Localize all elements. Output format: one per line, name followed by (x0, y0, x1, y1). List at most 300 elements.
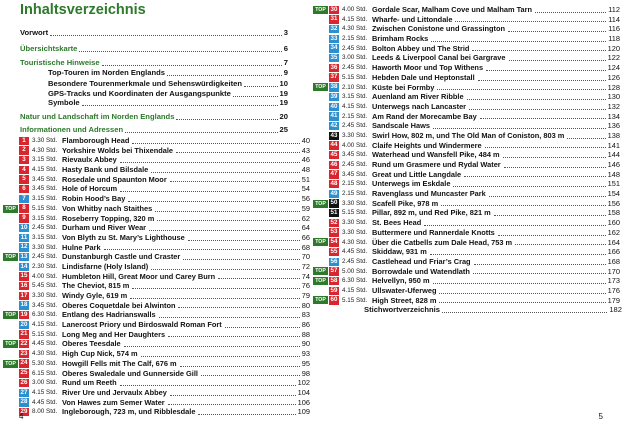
route-duration: 2.10 Std. (342, 83, 368, 91)
route-number-badge: 22 (20, 340, 28, 348)
route-page: 158 (607, 208, 620, 218)
toc-entry[interactable] (20, 111, 288, 122)
dot-leader (157, 219, 299, 221)
route-row[interactable] (310, 238, 620, 248)
route-number-badge: 2 (19, 146, 29, 154)
route-name: The Cheviot, 815 m (62, 281, 130, 291)
dot-leader (168, 403, 296, 405)
route-duration: 4.30 Std. (32, 146, 58, 154)
route-row[interactable] (0, 291, 310, 301)
dot-leader (149, 229, 300, 231)
route-page: 56 (301, 194, 310, 204)
route-row[interactable] (0, 388, 310, 398)
route-number-badge: 51 (330, 209, 338, 217)
route-number-badge: 38 (330, 83, 338, 91)
route-row[interactable] (0, 407, 310, 417)
dot-leader (469, 108, 606, 110)
route-duration: 2.15 Std. (342, 180, 368, 188)
route-name: Swirl How, 802 m, und The Old Man of Coniston, 803 m (372, 130, 565, 140)
route-duration: 2.45 Std. (342, 122, 368, 130)
route-page: 51 (301, 174, 310, 184)
route-name: Auenland am River Ribble (372, 92, 464, 102)
route-number-badge: 49 (330, 189, 338, 197)
route-number-badge: 30 (330, 5, 338, 13)
route-page: 173 (607, 276, 620, 286)
toc-entry-label: Symbole (48, 98, 80, 107)
route-duration: 3.45 Std. (32, 301, 58, 309)
route-row[interactable] (310, 53, 620, 63)
route-duration: 3.15 Std. (32, 214, 58, 222)
dot-leader (504, 166, 606, 168)
route-number-badge: 60 (330, 296, 338, 304)
route-row[interactable] (0, 194, 310, 204)
route-row[interactable] (0, 349, 310, 359)
route-number-badge: 59 (330, 286, 338, 294)
route-name: Rund um Grasmere und Rydal Water (372, 160, 501, 169)
toc-entry[interactable] (20, 43, 288, 54)
top-badge: TOP (3, 253, 18, 261)
top-badge: TOP (3, 311, 18, 319)
route-page: 141 (607, 140, 620, 150)
route-page: 95 (301, 358, 310, 368)
route-name: Ingleborough, 723 m, und Ribblesdale (62, 407, 196, 417)
route-row[interactable] (310, 83, 620, 93)
page-title: Inhaltsverzeichnis (20, 2, 146, 18)
route-number-badge: 34 (330, 44, 338, 52)
route-duration: 4.00 Std. (342, 6, 368, 13)
route-name: Zwischen Conistone und Grassington (372, 24, 506, 34)
dot-leader (480, 117, 606, 119)
dot-leader (437, 88, 605, 90)
top-badge: TOP (313, 296, 328, 304)
toc-entry-label: GPS-Tracks und Koordinaten der Ausgangspunkte (48, 89, 231, 98)
route-number-badge: 26 (20, 378, 28, 386)
route-row[interactable] (0, 369, 310, 379)
route-page: 102 (297, 378, 310, 388)
route-number-badge: 13 (20, 252, 28, 260)
route-duration: 3.45 Std. (342, 151, 368, 159)
dot-leader (218, 277, 300, 279)
dot-leader (433, 127, 606, 129)
route-row[interactable] (0, 136, 310, 146)
dot-leader (567, 137, 605, 139)
dot-leader (478, 79, 606, 81)
route-row[interactable] (310, 247, 620, 257)
dot-leader (503, 156, 606, 158)
route-row[interactable] (310, 63, 620, 73)
dot-leader (183, 258, 300, 260)
dot-leader (125, 132, 277, 133)
dot-leader (120, 384, 296, 386)
route-name: Humbleton Hill, Great Moor und Carey Burn (62, 271, 216, 281)
dot-leader (433, 282, 606, 284)
route-row[interactable] (0, 214, 310, 224)
route-row[interactable] (0, 165, 310, 175)
dot-leader (225, 326, 300, 328)
route-name: Scafell Pike, 978 m (372, 198, 439, 208)
stichwort-entry[interactable] (364, 304, 622, 315)
toc-entry-label: Touristische Hinweise (20, 58, 100, 67)
route-row[interactable] (310, 24, 620, 34)
dot-leader (178, 306, 299, 308)
route-row[interactable] (310, 179, 620, 189)
dot-leader (442, 312, 607, 313)
dot-leader (430, 253, 606, 255)
dot-leader (439, 301, 605, 303)
route-duration: 4.00 Std. (342, 141, 368, 149)
dot-leader (201, 374, 300, 376)
route-list-left (0, 136, 310, 417)
route-name: Roseberry Topping, 320 m (62, 213, 155, 223)
route-row[interactable] (0, 310, 310, 320)
route-duration: 2.45 Std. (342, 161, 368, 168)
route-page: 62 (301, 213, 310, 223)
route-name: Ullswater-Uferweg (372, 285, 437, 295)
route-row[interactable] (310, 276, 620, 286)
route-page: 170 (607, 266, 620, 276)
route-duration: 4.45 Std. (342, 248, 368, 256)
route-name: Rosedale und Spaunton Moor (62, 174, 167, 184)
route-page: 88 (301, 329, 310, 339)
route-duration: 3.15 Std. (32, 233, 58, 241)
dot-leader (424, 224, 605, 226)
dot-leader (155, 210, 300, 212)
route-duration: 4.30 Std. (342, 25, 368, 33)
dot-leader (79, 51, 281, 52)
toc-entry-page: 19 (279, 89, 288, 98)
dot-leader (124, 345, 300, 347)
dot-leader (464, 175, 606, 177)
toc-entry-label: Informationen und Adressen (20, 125, 124, 134)
route-page: 154 (607, 189, 620, 199)
dot-leader (151, 171, 300, 173)
route-number-badge: 29 (20, 407, 28, 415)
route-duration: 3.15 Std. (32, 195, 58, 203)
route-page: 151 (607, 179, 620, 189)
route-duration: 2.45 Std. (342, 257, 368, 265)
route-row[interactable] (310, 121, 620, 131)
toc-entry-label: Natur und Landschaft im Norden Englands (20, 112, 175, 121)
route-number-badge: 14 (20, 262, 28, 270)
route-number-badge: 42 (330, 121, 338, 129)
route-duration: 8.00 Std. (32, 408, 58, 416)
route-number-badge: 45 (330, 150, 338, 158)
route-page: 72 (301, 261, 310, 271)
route-number-badge: 3 (19, 156, 29, 164)
route-row[interactable] (310, 160, 620, 170)
route-row[interactable] (310, 257, 620, 267)
route-row[interactable] (0, 146, 310, 156)
route-row[interactable] (0, 223, 310, 233)
route-duration: 2.45 Std. (342, 64, 368, 72)
route-row[interactable] (310, 218, 620, 228)
dot-leader (244, 86, 278, 87)
route-number-badge: 20 (20, 320, 28, 328)
route-number-badge: 18 (20, 301, 28, 309)
route-row[interactable] (0, 359, 310, 369)
route-number-badge: 36 (330, 63, 338, 71)
toc-entry[interactable] (20, 27, 288, 38)
dot-leader (132, 142, 299, 144)
route-row[interactable] (310, 228, 620, 238)
route-duration: 5.45 Std. (32, 282, 58, 290)
route-duration: 3.45 Std. (342, 170, 368, 178)
route-row[interactable] (0, 175, 310, 185)
route-name: Long Meg and Her Daughters (62, 329, 166, 339)
route-page: 148 (607, 169, 620, 179)
route-number-badge: 28 (20, 398, 28, 406)
route-row[interactable] (0, 252, 310, 262)
route-row[interactable] (310, 208, 620, 218)
page-number-left: 4 (19, 412, 24, 421)
route-duration: 3.15 Std. (342, 93, 368, 101)
route-page: 98 (301, 368, 310, 378)
route-number-badge: 11 (20, 233, 28, 241)
dot-leader (467, 98, 606, 100)
dot-leader (130, 297, 300, 299)
dot-leader (494, 214, 606, 216)
dot-leader (486, 69, 606, 71)
route-page: 166 (607, 247, 620, 257)
route-number-badge: 39 (330, 92, 338, 100)
route-page: 156 (607, 198, 620, 208)
dot-leader (170, 180, 300, 182)
route-page: 109 (297, 407, 310, 417)
dot-leader (535, 11, 606, 13)
toc-entry-page: 25 (279, 125, 288, 134)
top-badge: TOP (313, 277, 328, 285)
route-duration: 3.00 Std. (342, 54, 368, 62)
route-row[interactable] (310, 267, 620, 277)
route-page: 40 (301, 136, 310, 145)
route-page: 104 (297, 387, 310, 397)
route-row[interactable] (0, 155, 310, 165)
route-row[interactable] (310, 170, 620, 180)
route-duration: 6.15 Std. (32, 369, 58, 377)
top-badge: TOP (313, 83, 328, 91)
route-name: Borrowdale und Watendlath (372, 266, 470, 276)
route-row[interactable] (310, 92, 620, 102)
route-name: Brimham Rocks (372, 34, 429, 44)
route-page: 162 (607, 227, 620, 237)
dot-leader (508, 30, 606, 32)
route-name: Yorkshire Wolds bei Thixendale (62, 145, 174, 155)
route-page: 126 (607, 72, 620, 82)
route-name: Von Whitby nach Staithes (62, 203, 153, 213)
route-page: 176 (607, 285, 620, 295)
route-name: Hebden Dale und Heptonstall (372, 72, 475, 82)
route-row[interactable] (0, 184, 310, 194)
dot-leader (102, 65, 282, 66)
dot-leader (485, 146, 606, 148)
route-number-badge: 48 (330, 180, 338, 188)
route-duration: 4.15 Std. (342, 102, 368, 110)
route-number-badge: 19 (20, 311, 28, 319)
route-number-badge: 10 (20, 223, 28, 231)
toc-entry[interactable] (20, 67, 288, 78)
route-duration: 2.15 Std. (342, 112, 368, 120)
toc-entry-label: Top-Touren im Norden Englands (48, 68, 165, 77)
toc-entry-label: Besondere Tourenmerkmale und Sehenswürdigkeiten (48, 79, 242, 88)
route-number-badge: 4 (19, 166, 29, 174)
route-page: 46 (301, 155, 310, 165)
route-name: Wharfe- und Littondale (372, 14, 453, 24)
route-page: 66 (301, 232, 310, 242)
route-duration: 3.30 Std. (342, 199, 368, 207)
route-row[interactable] (0, 262, 310, 272)
toc-entry-page: 7 (283, 58, 288, 67)
route-number-badge: 41 (330, 112, 338, 120)
toc-entry-label: Übersichtskarte (20, 44, 78, 53)
dot-leader (132, 287, 299, 289)
route-page: 93 (301, 349, 310, 359)
route-page: 43 (301, 145, 310, 155)
route-page: 68 (301, 242, 310, 252)
route-duration: 2.30 Std. (32, 262, 58, 270)
route-duration: 3.30 Std. (342, 131, 368, 139)
route-name: Hasty Bank und Bilsdale (62, 165, 149, 175)
route-name: Oberes Swaledale und Gunnerside Gill (62, 368, 198, 378)
route-name: Rund um Reeth (62, 378, 117, 388)
route-row[interactable] (310, 286, 620, 296)
route-row[interactable] (0, 301, 310, 311)
dot-leader (198, 413, 295, 415)
route-row[interactable] (310, 73, 620, 83)
route-page: 70 (301, 252, 310, 262)
route-name: Oberes Teesdale (62, 339, 121, 349)
route-page: 74 (301, 271, 310, 281)
route-row[interactable] (310, 189, 620, 199)
route-number-badge: 21 (20, 330, 28, 338)
route-row[interactable] (0, 330, 310, 340)
route-row[interactable] (310, 15, 620, 25)
dot-leader (188, 239, 300, 241)
route-row[interactable] (310, 141, 620, 151)
route-row[interactable] (310, 44, 620, 54)
route-number-badge: 17 (20, 291, 28, 299)
route-name: Castlehead und Friar’s Crag (372, 256, 471, 266)
route-row[interactable] (310, 131, 620, 141)
route-row[interactable] (0, 281, 310, 291)
top-badge: TOP (313, 267, 328, 275)
route-number-badge: 27 (20, 388, 28, 396)
route-row[interactable] (310, 150, 620, 160)
dot-leader (180, 365, 300, 367)
toc-entry[interactable] (20, 97, 288, 108)
route-page: 118 (608, 34, 620, 44)
route-name: High Cup Nick, 574 m (62, 349, 138, 359)
route-row[interactable] (0, 272, 310, 282)
route-duration: 4.15 Std. (32, 166, 58, 174)
route-duration: 4.15 Std. (32, 388, 58, 396)
top-badge: TOP (3, 205, 18, 213)
route-number-badge: 32 (330, 25, 338, 33)
route-duration: 6.30 Std. (342, 277, 368, 285)
route-name: Flamborough Head (62, 136, 130, 145)
dot-leader (441, 204, 606, 206)
route-page: 168 (607, 256, 620, 266)
route-name: Oberes Coquetdale bei Alwinton (62, 300, 176, 310)
route-row[interactable] (0, 339, 310, 349)
toc-entry[interactable] (20, 124, 288, 135)
dot-leader (473, 272, 606, 274)
route-name: Hole of Horcum (62, 184, 118, 194)
route-row[interactable] (0, 378, 310, 388)
route-duration: 5.15 Std. (342, 73, 368, 81)
route-name: Rievaulx Abbey (62, 155, 117, 165)
route-row[interactable] (310, 5, 620, 15)
route-page: 138 (607, 130, 620, 140)
route-duration: 3.00 Std. (32, 379, 58, 387)
route-page: 146 (607, 160, 620, 169)
top-badge: TOP (313, 6, 328, 14)
dot-leader (474, 263, 606, 265)
route-duration: 3.45 Std. (32, 175, 58, 183)
route-number-badge: 52 (330, 218, 338, 226)
dot-leader (50, 35, 282, 36)
route-row[interactable] (0, 320, 310, 330)
route-duration: 2.45 Std. (32, 253, 58, 261)
dot-leader (176, 119, 277, 120)
route-name: Great und Little Langdale (372, 169, 462, 179)
route-row[interactable] (310, 102, 620, 112)
route-row[interactable] (0, 398, 310, 408)
route-number-badge: 46 (330, 160, 338, 168)
route-page: 106 (297, 397, 310, 407)
route-duration: 4.30 Std. (32, 350, 58, 358)
route-name: High Street, 828 m (372, 295, 437, 305)
route-number-badge: 33 (330, 34, 338, 42)
route-row[interactable] (0, 204, 310, 214)
route-page: 122 (607, 53, 620, 63)
route-row[interactable] (0, 233, 310, 243)
dot-leader (159, 316, 300, 318)
route-number-badge: 53 (330, 228, 338, 236)
route-name: Dunstanburgh Castle und Craster (62, 252, 181, 262)
route-number-badge: 47 (330, 170, 338, 178)
route-name: Ravenglass und Muncaster Park (372, 189, 486, 199)
route-duration: 4.15 Std. (32, 321, 58, 329)
route-name: Claife Heights und Windermere (372, 140, 482, 150)
dot-leader (176, 151, 300, 153)
route-page: 132 (607, 101, 620, 111)
route-duration: 4.00 Std. (32, 272, 58, 280)
route-row[interactable] (310, 199, 620, 209)
route-duration: 3.30 Std. (32, 137, 58, 144)
route-number-badge: 56 (330, 257, 338, 265)
route-page: 48 (301, 165, 310, 175)
route-row[interactable] (0, 243, 310, 253)
route-page: 160 (607, 218, 620, 228)
route-name: Helvellyn, 950 m (372, 276, 430, 286)
route-page: 76 (301, 281, 310, 291)
dot-leader (472, 49, 605, 51)
route-name: Am Rand der Morecambe Bay (372, 111, 477, 121)
route-number-badge: 25 (20, 369, 28, 377)
route-row[interactable] (310, 34, 620, 44)
dot-leader (151, 268, 300, 270)
route-page: 112 (608, 5, 620, 14)
route-row[interactable] (310, 112, 620, 122)
dot-leader (453, 185, 605, 187)
dot-leader (509, 59, 606, 61)
route-page: 124 (607, 63, 620, 73)
route-duration: 5.00 Std. (342, 267, 368, 275)
dot-leader (104, 248, 300, 250)
route-duration: 2.45 Std. (32, 224, 58, 232)
toc-entry-page: 10 (279, 79, 288, 88)
route-number-badge: 24 (20, 359, 28, 367)
